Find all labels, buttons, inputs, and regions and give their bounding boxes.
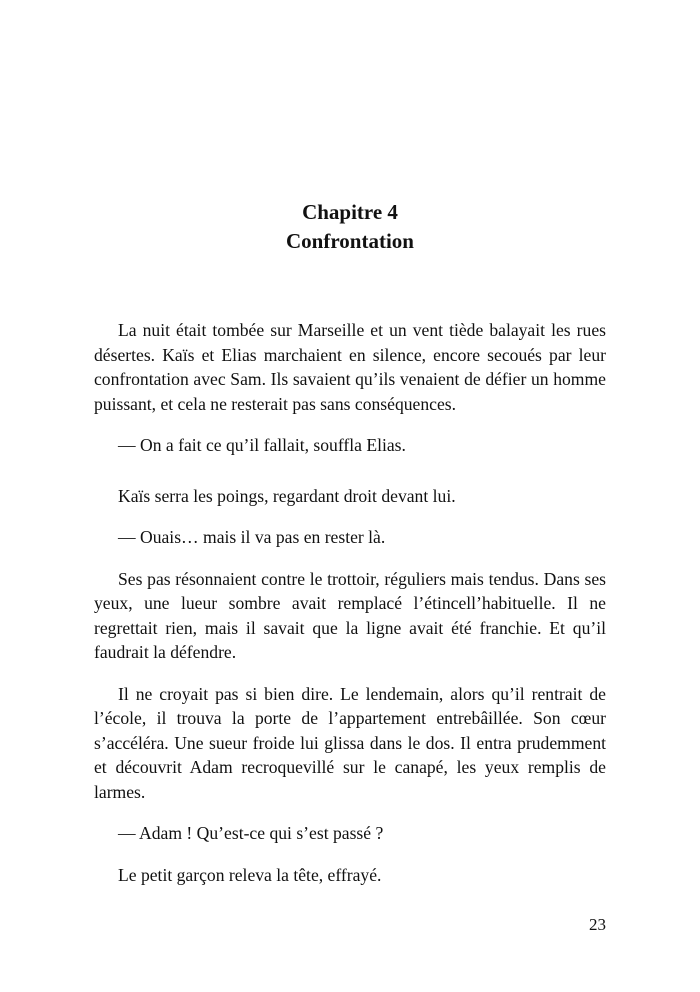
paragraph-1: La nuit était tombée sur Marseille et un vent tiède balayait les rues désertes. Kaïs et Elias marchaient en silence, encore secoués par leur confrontation avec Sam. Ils savaient qu’ils venaient de défier un homme puissant, et cela ne resterait pas sans conséquences. — [94, 320, 606, 414]
chapter-title: Confrontation — [286, 229, 414, 253]
chapter-heading — [0, 198, 700, 256]
chapter-body — [94, 318, 606, 887]
paragraph-2: Kaïs serra les poings, regardant droit devant lui. — [118, 485, 456, 506]
paragraph-4: Il ne croyait pas si bien dire. Le lendemain, alors qu’il rentrait de l’école, il trouva la porte de l’appartement entrebâillée. Son cœur s’accéléra. Une sueur froide lui glissa dans le dos. Il entra prudemment et découvrit Adam recroquevillé sur le canapé, les yeux remplis de larmes. — [94, 683, 606, 802]
dialogue-line-2: — Ouais… mais il va pas en rester là. — [118, 527, 386, 547]
paragraph-5: Le petit garçon releva la tête, effrayé. — [118, 864, 382, 885]
page-number: 23 — [589, 915, 606, 934]
dialogue-line-3: — Adam ! Qu’est-ce qui s’est passé ? — [118, 823, 384, 843]
paragraph-3: Ses pas résonnaient contre le trottoir, réguliers mais tendus. Dans ses yeux, une lueur sombre avait remplacé l’étincell’habituelle. Il ne regrettait rien, mais il savait que la ligne avait été franchie. Et qu’il faudrait la défendre. — [94, 568, 606, 662]
dialogue-line-1: — On a fait ce qu’il fallait, souffla Elias. — [118, 435, 406, 455]
chapter-number: Chapitre 4 — [302, 200, 398, 224]
